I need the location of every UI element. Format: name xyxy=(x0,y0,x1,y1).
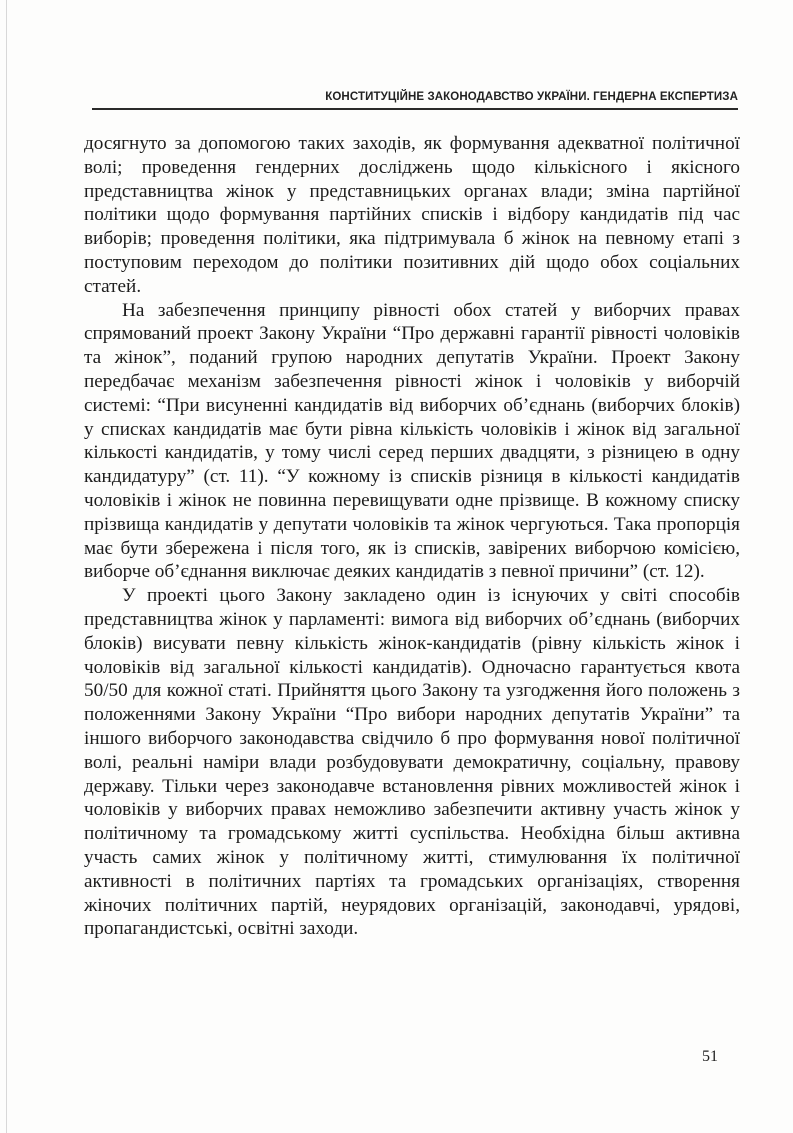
paragraph-continued: досягнуто за допомогою таких заходів, як формування адекватної політичної волі; проведення гендерних досліджень щодо кількісного і якісного представництва жінок у представницьких органах влади; зміна партійної політики щодо формування партійних списків і відбору кандидатів під час виборів; проведення політики, яка підтримувала б жінок на певному етапі з поступовим переходом до політики позитивних дій щодо обох соціальних статей. xyxy=(84,133,740,297)
paragraph-draft-law: На забезпечення принципу рівності обох статей у виборчих правах спрямований проект Закону України “Про державні гарантії рівності чоловіків та жінок”, поданий групою народних депутатів України. Проект Закону передбачає механізм забезпечення рівності жінок і чоловіків у виборчій системі: “При висуненні кандидатів від виборчих об’єднань (виборчих блоків) у списках кандидатів має бути рівна кількість чоловіків і жінок від загальної кількості кандидатів, у тому числі серед перших двадцяти, з різницею в одну кандидатуру” (ст. 11). “У кожному із списків різниця в кількості кандидатів чоловіків і жінок не повинна перевищувати одне прізвище. В кожному списку прізвища кандидатів у депутати чоловіків та жінок чергуються. Така пропорція має бути збережена і після того, як із списків, завірених виборчою комісією, виборче об’єднання виключає деяких кандидатів з певної причини” (ст. 12). xyxy=(84,299,740,583)
page-binding-edge xyxy=(6,0,7,1133)
paragraph-representation: У проекті цього Закону закладено один із існуючих у світі способів представництва жінок у парламенті: вимога від виборчих об’єднань (виборчих блоків) висувати певну кількість жінок-кандидатів (рівну кількість жінок і чоловіків від загальної кількості кандидатів). Одночасно гарантується квота 50/50 для кожної статі. Прийняття цього Закону та узгодження його положень з положеннями Закону України “Про вибори народних депутатів України” та іншого виборчого законодавства свідчило б про формування нової політичної волі, реальні наміри влади розбудовувати демократичну, соціальну, правову державу. Тільки через законодавче встановлення рівних можливостей жінок і чоловіків у виборчих правах неможливо забезпечити активну участь жінок у політичному та громадському житті суспільства. Необхідна більш активна участь самих жінок у політичному житті, стимулювання їх політичної активності в політичних партіях та громадських організаціях, створення жіночих політичних партій, неурядових організацій, законодавчі, урядові, пропагандистські, освітні заходи. xyxy=(84,585,740,940)
running-header-title: КОНСТИТУЦІЙНЕ ЗАКОНОДАВСТВО УКРАЇНИ. ГЕНДЕРНА ЕКСПЕРТИЗА xyxy=(325,91,738,103)
body-text xyxy=(84,132,740,941)
running-header xyxy=(92,88,738,110)
page-number: 51 xyxy=(702,1048,718,1065)
